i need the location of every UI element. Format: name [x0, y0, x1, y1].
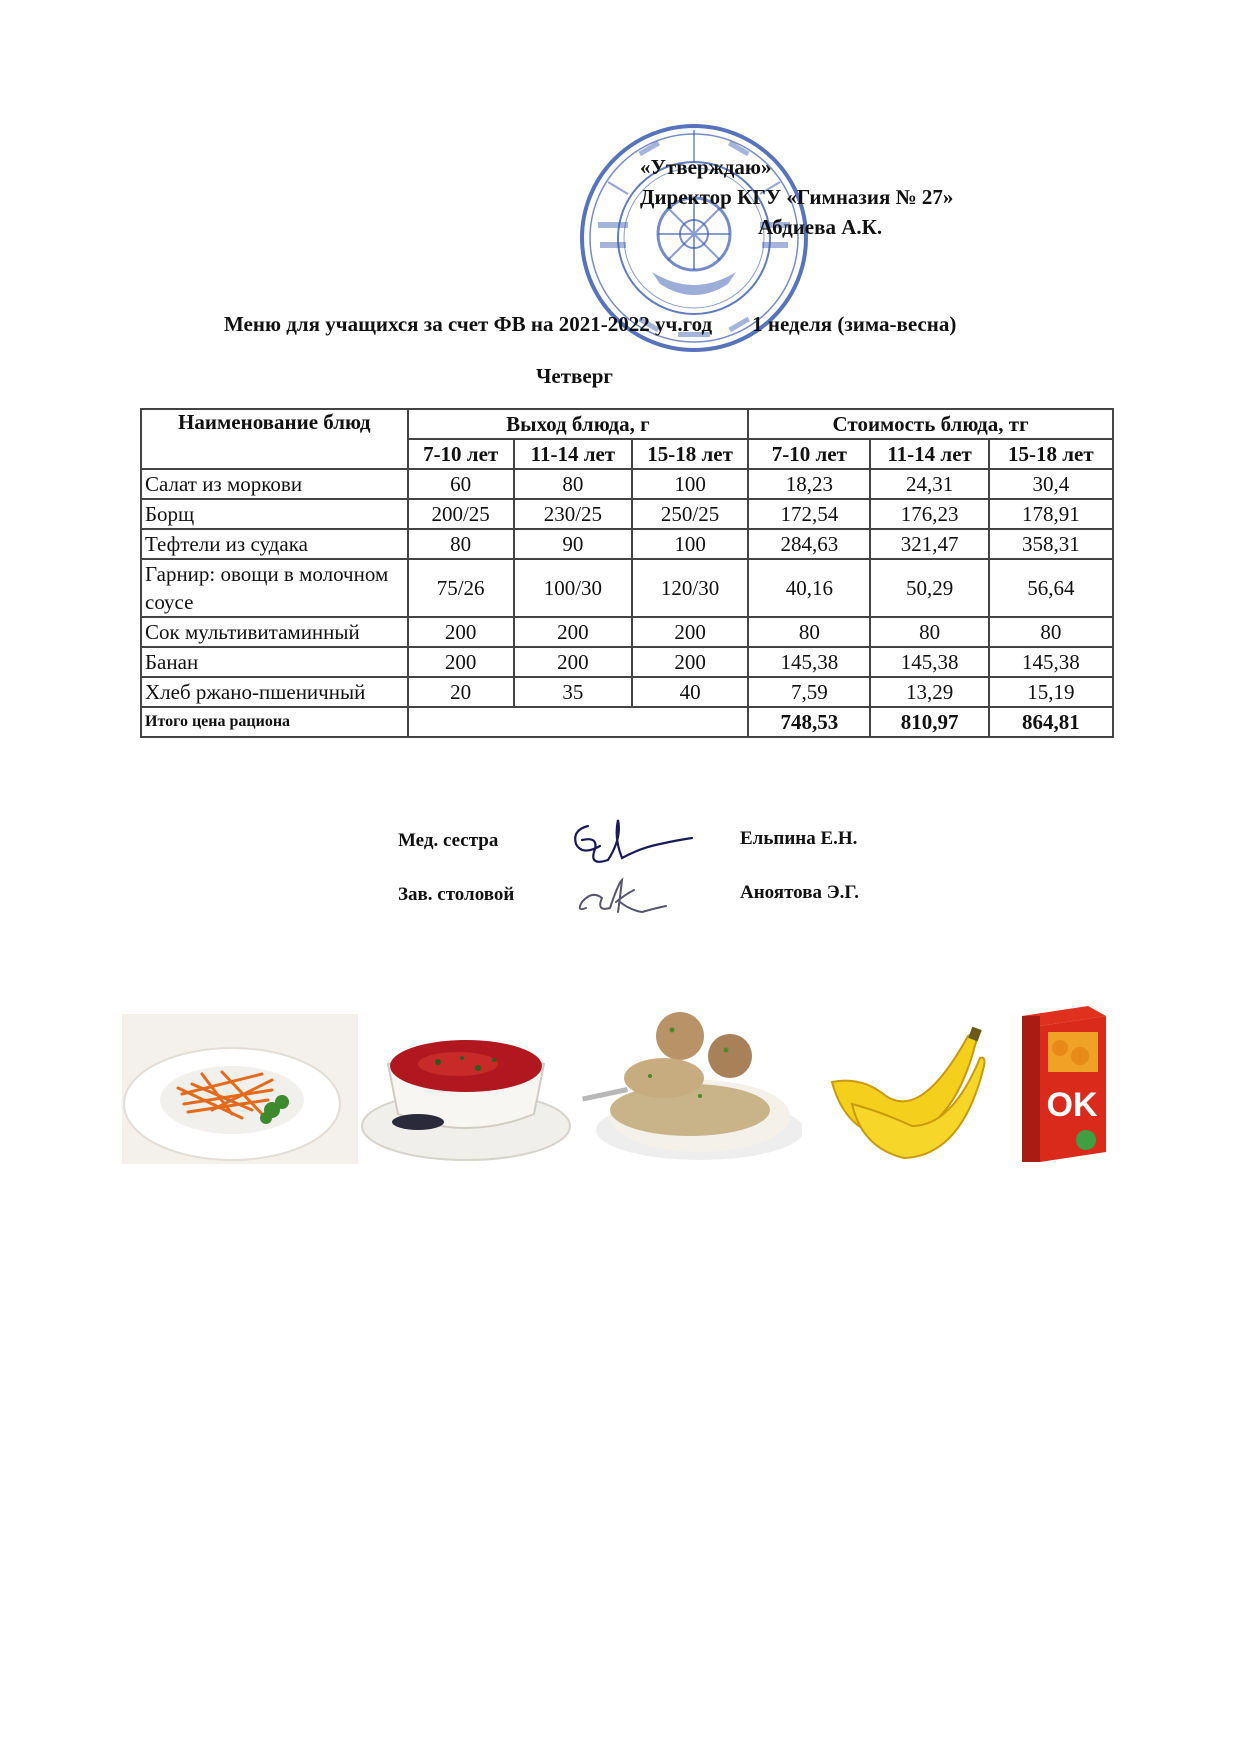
yield-cell: 200 — [408, 647, 514, 677]
cost-cell: 7,59 — [748, 677, 870, 707]
yield-cell: 40 — [632, 677, 748, 707]
yield-cell: 100 — [632, 469, 748, 499]
cost-cell: 321,47 — [870, 529, 988, 559]
food-photos — [122, 998, 1132, 1198]
yield-cell: 35 — [514, 677, 632, 707]
yield-cell: 80 — [514, 469, 632, 499]
header-yield-age: 7-10 лет — [408, 439, 514, 469]
yield-cell: 120/30 — [632, 559, 748, 617]
juice-box-photo — [1002, 998, 1122, 1168]
menu-title-main: Меню для учащихся за счет ФВ на 2021-2022 уч.год — [224, 312, 713, 336]
cost-cell: 50,29 — [870, 559, 988, 617]
nurse-name: Ельпина Е.Н. — [740, 828, 858, 849]
approval-line-2: Директор КГУ «Гимназия № 27» — [640, 185, 954, 209]
header-dish-name: Наименование блюд — [141, 409, 408, 469]
header-yield: Выход блюда, г — [408, 409, 749, 439]
menu-table — [140, 408, 1114, 738]
cost-cell: 13,29 — [870, 677, 988, 707]
total-empty-cell — [408, 707, 749, 737]
dish-name: Тефтели из судака — [141, 529, 408, 559]
carrot-salad-photo — [122, 1014, 358, 1164]
canteen-role: Зав. столовой — [398, 884, 515, 905]
cost-cell: 56,64 — [989, 559, 1113, 617]
header-yield-age: 11-14 лет — [514, 439, 632, 469]
yield-cell: 80 — [408, 529, 514, 559]
approval-block — [620, 152, 1040, 242]
header-cost-age: 11-14 лет — [870, 439, 988, 469]
fish-meatballs-photo — [580, 1006, 802, 1166]
total-cost-cell: 864,81 — [989, 707, 1113, 737]
cost-cell: 30,4 — [989, 469, 1113, 499]
table-row — [141, 559, 1113, 617]
total-cost-cell: 810,97 — [870, 707, 988, 737]
yield-cell: 200 — [632, 647, 748, 677]
borscht-photo — [358, 1014, 580, 1164]
yield-cell: 200 — [514, 617, 632, 647]
cost-cell: 358,31 — [989, 529, 1113, 559]
dish-name: Сок мультивитаминный — [141, 617, 408, 647]
yield-cell: 60 — [408, 469, 514, 499]
table-row — [141, 677, 1113, 707]
yield-cell: 200/25 — [408, 499, 514, 529]
menu-title — [224, 312, 1044, 337]
cost-cell: 284,63 — [748, 529, 870, 559]
table-row — [141, 469, 1113, 499]
approval-line-1: «Утверждаю» — [640, 155, 772, 179]
cost-cell: 176,23 — [870, 499, 988, 529]
dish-name: Банан — [141, 647, 408, 677]
cost-cell: 178,91 — [989, 499, 1113, 529]
cost-cell: 18,23 — [748, 469, 870, 499]
banana-photo — [822, 1016, 992, 1166]
header-cost-age: 7-10 лет — [748, 439, 870, 469]
cost-cell: 145,38 — [870, 647, 988, 677]
nurse-signature — [560, 808, 700, 878]
yield-cell: 100 — [632, 529, 748, 559]
table-row — [141, 499, 1113, 529]
cost-cell: 80 — [748, 617, 870, 647]
cost-cell: 80 — [989, 617, 1113, 647]
table-header-row — [141, 409, 1113, 439]
menu-title-week: 1 неделя (зима-весна) — [752, 312, 957, 336]
header-cost-age: 15-18 лет — [989, 439, 1113, 469]
yield-cell: 250/25 — [632, 499, 748, 529]
cost-cell: 80 — [870, 617, 988, 647]
cost-cell: 145,38 — [989, 647, 1113, 677]
dish-name: Борщ — [141, 499, 408, 529]
yield-cell: 100/30 — [514, 559, 632, 617]
approval-line-3: Абдиева А.К. — [758, 215, 883, 239]
yield-cell: 75/26 — [408, 559, 514, 617]
yield-cell: 20 — [408, 677, 514, 707]
table-row — [141, 617, 1113, 647]
yield-cell: 90 — [514, 529, 632, 559]
total-label: Итого цена рациона — [141, 707, 408, 737]
cost-cell: 15,19 — [989, 677, 1113, 707]
yield-cell: 230/25 — [514, 499, 632, 529]
table-row — [141, 529, 1113, 559]
dish-name: Хлеб ржано-пшеничный — [141, 677, 408, 707]
yield-cell: 200 — [408, 617, 514, 647]
yield-cell: 200 — [632, 617, 748, 647]
table-row — [141, 647, 1113, 677]
header-cost: Стоимость блюда, тг — [748, 409, 1113, 439]
cost-cell: 172,54 — [748, 499, 870, 529]
weekday-label: Четверг — [536, 364, 613, 388]
canteen-signature — [566, 872, 676, 922]
cost-cell: 24,31 — [870, 469, 988, 499]
total-cost-cell: 748,53 — [748, 707, 870, 737]
nurse-role: Мед. сестра — [398, 830, 499, 851]
yield-cell: 200 — [514, 647, 632, 677]
juice-brand-label: OK — [1046, 1086, 1098, 1124]
canteen-name: Аноятова Э.Г. — [740, 882, 860, 903]
header-yield-age: 15-18 лет — [632, 439, 748, 469]
dish-name: Салат из моркови — [141, 469, 408, 499]
dish-name: Гарнир: овощи в молочном соусе — [141, 559, 408, 617]
cost-cell: 145,38 — [748, 647, 870, 677]
table-total-row — [141, 707, 1113, 737]
cost-cell: 40,16 — [748, 559, 870, 617]
